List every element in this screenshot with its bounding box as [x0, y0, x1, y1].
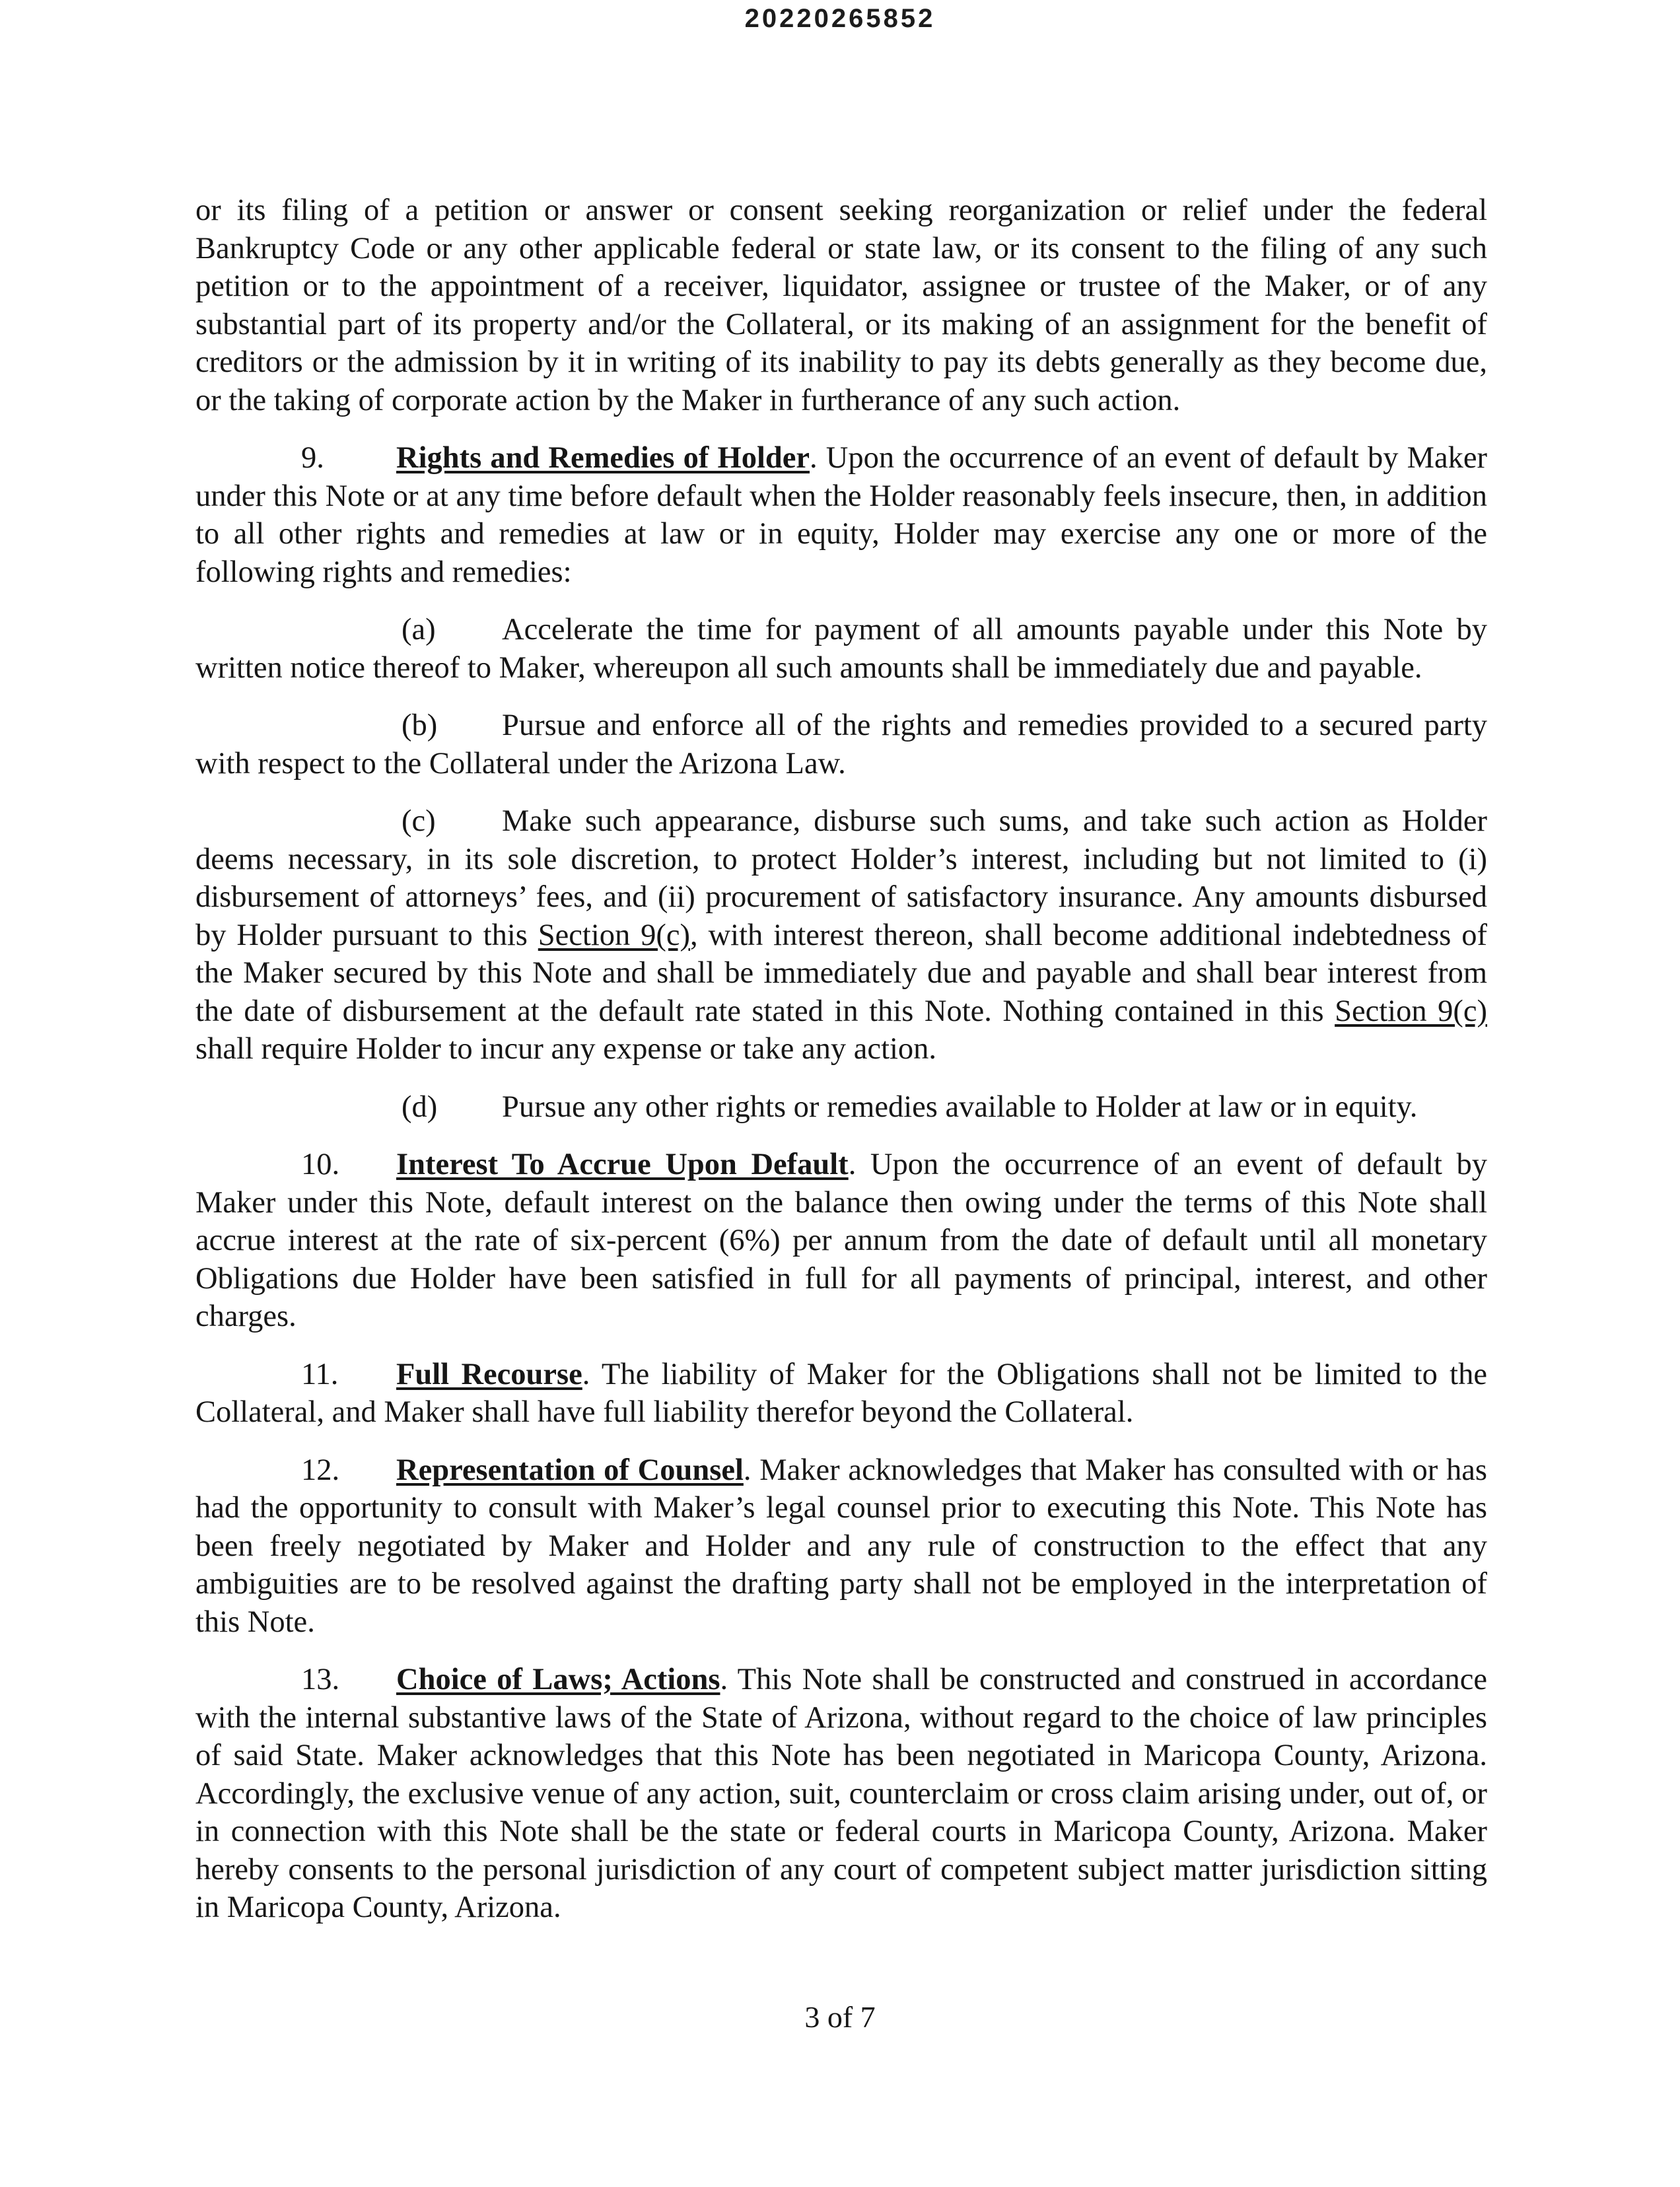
section-number: 10. — [301, 1148, 340, 1181]
subsection-label: (a) — [402, 613, 436, 646]
subsection-label: (b) — [402, 709, 438, 742]
section-reference: Section 9(c) — [538, 918, 691, 952]
section-reference: Section 9(c) — [1335, 994, 1487, 1028]
section-text: . Upon the occurrence of an event of default by Maker under this Note or at any time before default when the Holder reasonably feels insecure, then, in addition to all other rights and remedies at law or in equity, Holder may exercise any one or more of the following rights and remedies: — [195, 441, 1487, 589]
section-heading: Representation of Counsel — [396, 1453, 744, 1487]
page-number: 3 of 7 — [804, 2000, 876, 2034]
section-text: . Maker acknowledges that Maker has consulted with or has had the opportunity to consult with Maker’s legal counsel prior to executing this Note. This Note has been freely negotiated by Maker and Holder and any rule of construction to the effect that any ambiguities are to be resolved against the drafting party shall not be employed in the interpretation of this Note. — [195, 1453, 1487, 1639]
subsection-9b — [195, 707, 1487, 782]
section-11-paragraph — [195, 1356, 1487, 1432]
section-number: 12. — [301, 1453, 340, 1487]
section-9-paragraph — [195, 439, 1487, 591]
section-text: . The liability of Maker for the Obligations shall not be limited to the Collateral, and Maker shall have full liability therefor beyond the Collateral. — [195, 1357, 1487, 1429]
section-heading: Rights and Remedies of Holder — [396, 441, 810, 475]
continuation-paragraph: or its filing of a petition or answer or consent seeking reorganization or relief under the federal Bankruptcy Code or any other applicable federal or state law, or its consent to the filing of any such petition or to the appointment of a receiver, liquidator, assignee or trustee of the Maker, or of any substantial part of its property and/or the Collateral, or its making of an assignment for the benefit of creditors or the admission by it in writing of its inability to pay its debts generally as they become due, or the taking of corporate action by the Maker in furtherance of any such action. — [195, 193, 1487, 417]
subsection-text: Make such appearance, disburse such sums, and take such action as Holder deems necessary, in its sole discretion, to protect Holder’s interest, including but not limited to (i) disbursement of attorneys’ fees, and (ii) procurement of satisfactory insurance. Any amounts disbursed by Holder pursuant to this — [195, 804, 1487, 952]
subsection-9a — [195, 611, 1487, 687]
section-number: 13. — [301, 1663, 340, 1696]
document-page — [195, 191, 1487, 1927]
section-number: 9. — [301, 441, 324, 475]
section-text: . Upon the occurrence of an event of default by Maker under this Note, default interest on the balance then owing under the terms of this Note shall accrue interest at the rate of six-percent (6%) per annum from the date of default until all monetary Obligations due Holder have been satisfied in full for all payments of principal, interest, and other charges. — [195, 1148, 1487, 1333]
subsection-label: (c) — [402, 804, 436, 838]
subsection-text: Pursue and enforce all of the rights and remedies provided to a secured party with respect to the Collateral under the Arizona Law. — [195, 709, 1487, 781]
section-12-paragraph — [195, 1451, 1487, 1642]
subsection-text: Pursue any other rights or remedies available to Holder at law or in equity. — [502, 1090, 1418, 1124]
section-13-paragraph — [195, 1661, 1487, 1927]
subsection-9c — [195, 802, 1487, 1068]
subsection-9d — [195, 1088, 1487, 1127]
section-text: . This Note shall be constructed and construed in accordance with the internal substantive laws of the State of Arizona, without regard to the choice of law principles of said State. Maker acknowledges that this Note has been negotiated in Maricopa County, Arizona. Accordingly, the exclusive venue of any action, suit, counterclaim or cross claim arising under, out of, or in connection with this Note shall be the state or federal courts in Maricopa County, Arizona. Maker hereby consents to the personal jurisdiction of any court of competent subject matter jurisdiction sitting in Maricopa County, Arizona. — [195, 1663, 1487, 1924]
subsection-text: shall require Holder to incur any expense or take any action. — [195, 1032, 937, 1066]
section-10-paragraph — [195, 1146, 1487, 1336]
document-number: 20220265852 — [744, 4, 936, 33]
section-number: 11. — [301, 1357, 339, 1391]
section-heading: Choice of Laws; Actions — [396, 1663, 720, 1696]
subsection-label: (d) — [402, 1090, 438, 1124]
subsection-text: Accelerate the time for payment of all amounts payable under this Note by written notice thereof to Maker, whereupon all such amounts shall be immediately due and payable. — [195, 613, 1487, 685]
subsection-text: , with interest thereon, shall become additional indebtedness of the Maker secured by this Note and shall be immediately due and payable and shall bear interest from the date of disbursement at the default rate stated in this Note. Nothing contained in this — [195, 918, 1487, 1028]
section-heading: Full Recourse — [396, 1357, 582, 1391]
section-heading: Interest To Accrue Upon Default — [396, 1148, 849, 1181]
